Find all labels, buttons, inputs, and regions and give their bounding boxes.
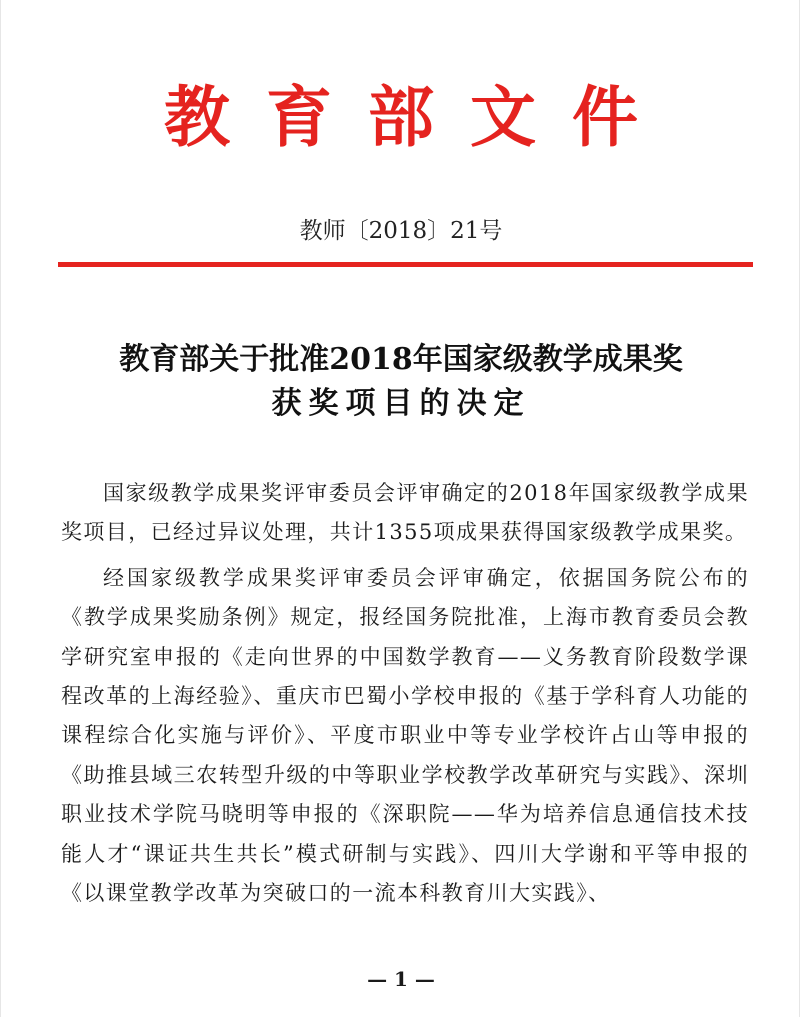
masthead-title: 教育部文件 xyxy=(164,78,674,156)
document-number: 教师〔2018〕21号 xyxy=(299,218,503,244)
page-number: — 1 — xyxy=(367,967,435,991)
red-separator-line xyxy=(58,262,753,267)
body-paragraph-1: 国家级教学成果奖评审委员会评审确定的2018年国家级教学成果奖项目，已经过异议处理，共计1355项成果获得国家级教学成果奖。 xyxy=(61,481,749,545)
document-title-line-2: 获奖项目的决定 xyxy=(271,386,531,421)
document-body xyxy=(61,474,749,913)
document-title xyxy=(41,338,761,426)
document-title-line-1: 教育部关于批准2018年国家级教学成果奖 xyxy=(119,342,683,377)
body-paragraph-2: 经国家级教学成果奖评审委员会评审确定，依据国务院公布的《教学成果奖励条例》规定，报经国务院批准，上海市教育委员会教学研究室申报的《走向世界的中国数学教育——义务教育阶段数学课程改革的上海经验》、重庆市巴蜀小学校申报的《基于学科育人功能的课程综合化实施与评价》、平度市职业中等专业学校许占山等申报的《助推县域三农转型升级的中等职业学校教学改革研究与实践》、深圳职业技术学院马晓明等申报的《深职院——华为培养信息通信技术技能人才“课证共生共长”模式研制与实践》、四川大学谢和平等申报的《以课堂教学改革为突破口的一流本科教育川大实践》、 xyxy=(61,565,749,906)
